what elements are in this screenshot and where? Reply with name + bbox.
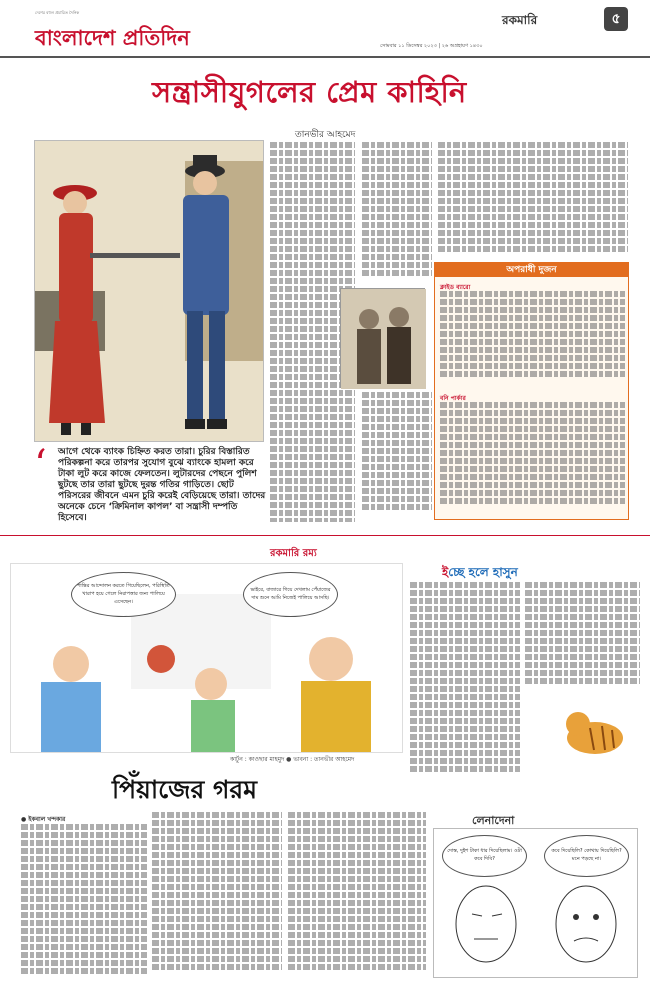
humor-section-title: রকমারি রম্য bbox=[270, 548, 317, 559]
couple-photo-small bbox=[340, 288, 425, 388]
cartoon-credit: কার্টুন : কাওছার মাহমুদ ● ভাবনা : তানভীর আহমেদ bbox=[230, 756, 355, 763]
dateline: সোমবার ১১ ডিসেম্বর ২০২৩ | ২৬ অগ্রহায়ণ ১৪৩০ bbox=[380, 43, 483, 49]
jokes-column-1 bbox=[410, 582, 520, 777]
loan-comic-title: লেনাদেনা bbox=[472, 814, 515, 827]
masthead-tagline: দেশের বহুল প্রচারিত দৈনিক bbox=[35, 10, 80, 15]
page-number: ৫ bbox=[604, 7, 628, 31]
loan-comic-faces bbox=[434, 879, 639, 979]
onion-column-3 bbox=[288, 812, 426, 979]
pull-quote-text: আগে থেকে ব্যাংক চিহ্নিত করত তারা। চুরির বিস্তারিত পরিকল্পনা করে তারপর সুযোগ বুঝে ব্যাংকে হামলা করে টাকা লুট করে কাজে ফেলতেন। লুটারদের পেছনে পুলিশ ছুটছে তার তারা ছুটছে দুরন্ত গতির গাড়িতে। ছোট পরিসরের জীবনে এমন চুরি করেই বেড়িয়েছে তারা। তাদের অনেকে চেনে ‘ক্রিমিনাল কাপল’ বা সন্ত্রাসী দম্পতি হিসেবে। bbox=[58, 447, 266, 523]
cartoon-panel bbox=[10, 563, 403, 753]
profile-text-2 bbox=[440, 402, 625, 517]
cartoon-illustration bbox=[11, 564, 403, 753]
cartoon-bubble-right: ভাইরে, বাজারে গিয়ে দেখলাম পেঁয়াজের দাম শুনে আমি নিজেই পালিয়ে আসছি। bbox=[243, 572, 338, 617]
profiles-box bbox=[434, 262, 629, 520]
jokes-section-title bbox=[442, 564, 518, 584]
onion-column-1 bbox=[21, 824, 147, 979]
tiger-illustration bbox=[560, 700, 630, 760]
article-title: সন্ত্রাসীযুগলের প্রেম কাহিনি bbox=[152, 75, 467, 109]
body-column-4 bbox=[362, 392, 432, 522]
masthead-logo: বাংলাদেশ প্রতিদিন bbox=[35, 25, 190, 50]
pull-quote bbox=[34, 442, 269, 523]
jokes-column-2 bbox=[525, 582, 640, 692]
cartoon-bubble-left: শান্তির আন্দোলন করতে গিয়েছিলেন, পরিস্থিতি খারাপ হয়ে গেলে নিরাপত্তার জন্য পালিয়ে এসেছেন। bbox=[71, 572, 176, 617]
loan-bubble-left: দোস্ত, দুইশ টাকা ধার দিয়েছিলাম। ওটা কবে দিবি? bbox=[442, 835, 527, 877]
lead-photo bbox=[34, 140, 264, 442]
section-divider bbox=[0, 535, 650, 547]
loan-comic-panel bbox=[433, 828, 638, 978]
onion-story-author: ● ইকবাল খন্দকার bbox=[21, 816, 66, 823]
profiles-box-title: অপরাধী দুজন bbox=[435, 263, 628, 277]
page-header bbox=[0, 0, 650, 58]
profile-heading-1: ক্লাইড ব্যারো bbox=[440, 284, 471, 291]
section-name: রকমারি bbox=[502, 13, 538, 27]
profile-text-1 bbox=[440, 291, 625, 386]
onion-column-2 bbox=[152, 812, 282, 979]
couple-illustration bbox=[35, 141, 264, 442]
loan-bubble-right: কবে দিয়েছিলি? কোথায় দিয়েছিলি? মনে পড়ছে না। bbox=[544, 835, 629, 877]
jokes-title-prefix: ই bbox=[442, 565, 449, 579]
onion-story-title: পিঁয়াজের গরম bbox=[112, 775, 257, 804]
quote-mark-icon: ‘ bbox=[34, 442, 47, 488]
jokes-title-rest: চ্ছে হলে হাসুন bbox=[448, 565, 518, 579]
article-author: তানভীর আহমেদ bbox=[295, 130, 356, 140]
body-column-3 bbox=[438, 142, 628, 257]
body-column-2 bbox=[362, 142, 432, 282]
profile-heading-2: বনি পার্কার bbox=[440, 395, 466, 402]
